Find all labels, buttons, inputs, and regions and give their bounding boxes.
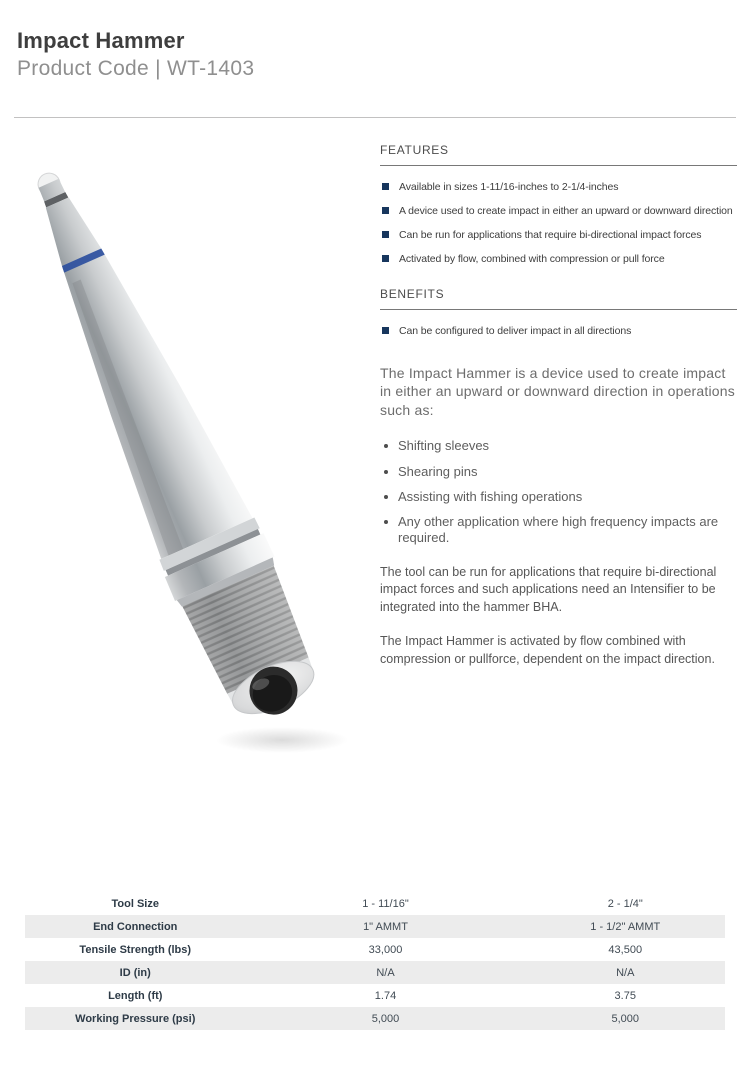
header-divider (14, 117, 736, 118)
application-text: Shearing pins (398, 463, 478, 479)
square-bullet-icon (382, 231, 389, 238)
feature-text: Available in sizes 1-11/16-inches to 2-1/4-inches (399, 181, 619, 193)
feature-item (380, 205, 737, 218)
spec-value-col1: N/A (376, 966, 395, 979)
application-item (380, 438, 737, 454)
features-list (380, 181, 737, 266)
spec-label: Tensile Strength (lbs) (79, 943, 192, 956)
spec-table-row (25, 892, 725, 915)
dot-bullet-icon (384, 444, 388, 448)
spec-value-col1: 1" AMMT (363, 920, 408, 933)
spec-value-col1: 5,000 (371, 1012, 400, 1025)
spec-table-row (25, 938, 725, 961)
features-section (380, 143, 737, 266)
spec-value-col1: 1 - 11/16" (362, 897, 409, 910)
feature-text: Activated by flow, combined with compression or pull force (399, 253, 665, 265)
application-text: Shifting sleeves (398, 438, 490, 454)
feature-item (380, 253, 737, 266)
features-rule (380, 165, 737, 166)
application-text: Any other application where high frequency impacts are required. (398, 514, 719, 546)
features-heading: FEATURES (380, 143, 449, 157)
feature-text: A device used to create impact in either an upward or downward direction (399, 205, 733, 217)
tool-shadow (216, 727, 348, 753)
benefit-item (380, 325, 737, 338)
spec-value-col2: 43,500 (608, 943, 643, 956)
spec-table-row (25, 984, 725, 1007)
applications-list (380, 438, 737, 546)
spec-table-row (25, 1007, 725, 1030)
square-bullet-icon (382, 327, 389, 334)
spec-value-col2: 2 - 1/4" (607, 897, 643, 910)
square-bullet-icon (382, 207, 389, 214)
right-column (380, 143, 737, 668)
spec-label: Length (ft) (108, 989, 163, 1002)
product-code: Product Code | WT-1403 (17, 57, 255, 80)
spec-value-col2: N/A (616, 966, 635, 979)
spec-table-row (25, 915, 725, 938)
spec-value-col1: 1.74 (374, 989, 397, 1002)
application-item (380, 489, 737, 505)
dot-bullet-icon (384, 520, 388, 524)
product-photo (10, 120, 370, 770)
feature-item (380, 229, 737, 242)
feature-item (380, 181, 737, 194)
benefits-section (380, 287, 737, 338)
description-para-3: The Impact Hammer is activated by flow combined with compression or pullforce, dependent on the impact direction. (380, 634, 715, 666)
spec-label: End Connection (93, 920, 178, 933)
description-para-2: The tool can be run for applications that require bi-directional impact forces and such applications need an Intensifier to be integrated into the hammer BHA. (380, 564, 717, 614)
spec-value-col1: 33,000 (368, 943, 403, 956)
spec-label: Working Pressure (psi) (75, 1012, 196, 1025)
benefits-heading: BENEFITS (380, 287, 445, 301)
dot-bullet-icon (384, 470, 388, 474)
description-intro: The Impact Hammer is a device used to create impact in either an upward or downward direction in operations such as: (380, 365, 735, 418)
spec-table-row (25, 961, 725, 984)
spec-table (25, 892, 725, 1030)
page-title: Impact Hammer (17, 28, 185, 53)
application-item (380, 514, 737, 547)
square-bullet-icon (382, 255, 389, 262)
application-item (380, 464, 737, 480)
spec-value-col2: 3.75 (614, 989, 636, 1002)
benefits-rule (380, 309, 737, 310)
spec-value-col2: 1 - 1/2" AMMT (590, 920, 661, 933)
feature-text: Can be run for applications that require bi-directional impact forces (399, 229, 702, 241)
spec-label: Tool Size (111, 897, 159, 910)
benefits-list (380, 325, 737, 338)
spec-label: ID (in) (119, 966, 151, 979)
square-bullet-icon (382, 183, 389, 190)
impact-hammer-tool-image (10, 120, 370, 770)
application-text: Assisting with fishing operations (398, 488, 583, 504)
spec-value-col2: 5,000 (611, 1012, 640, 1025)
benefit-text: Can be configured to deliver impact in all directions (399, 325, 632, 337)
dot-bullet-icon (384, 495, 388, 499)
